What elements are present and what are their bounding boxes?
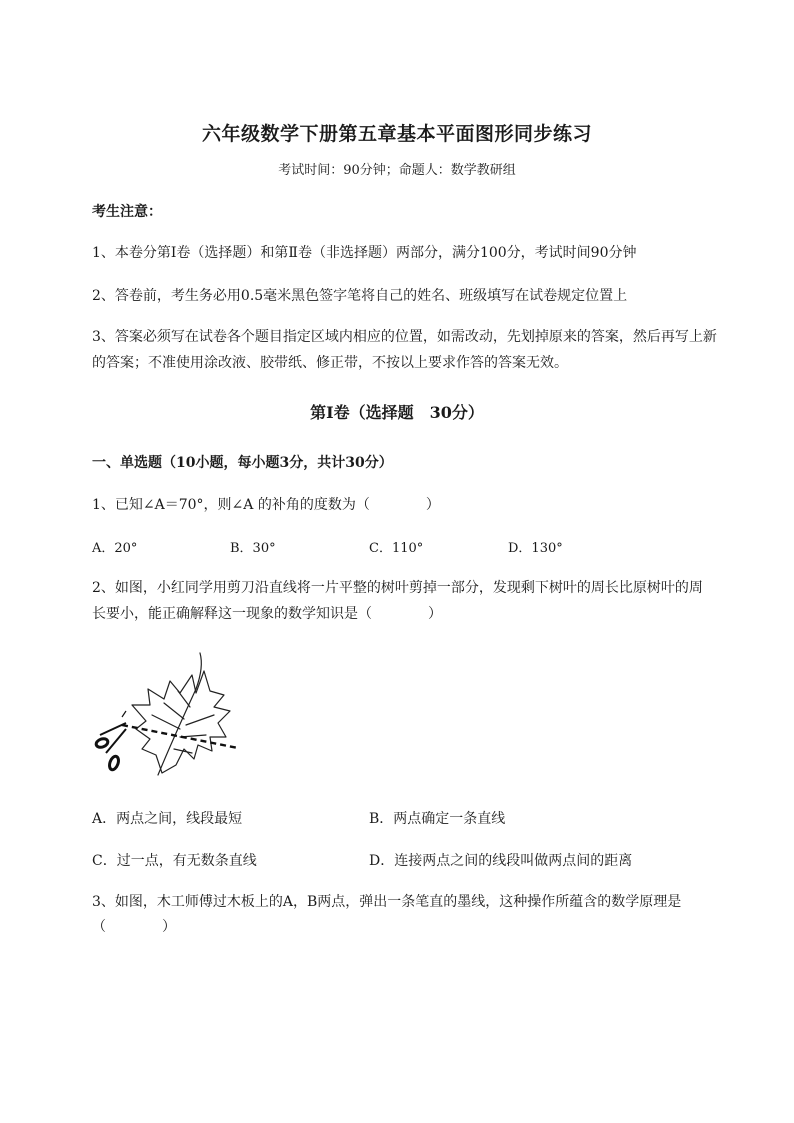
question-3-stem-line-2: （ ） bbox=[92, 919, 176, 935]
question-2-stem-line-2: 长要小，能正确解释这一现象的数学知识是（ ） bbox=[92, 606, 442, 622]
notice-item-3-continued: 的答案；不准使用涂改液、胶带纸、修正带，不按以上要求作答的答案无效。 bbox=[92, 355, 568, 371]
notice-item-3: 3、答案必须写在试卷各个题目指定区域内相应的位置，如需改动，先划掉原来的答案，然后再写上新 bbox=[92, 329, 717, 345]
question-1-option-c: C．110° bbox=[369, 541, 424, 556]
question-2-option-a: A．两点之间，线段最短 bbox=[92, 811, 243, 827]
exam-info: 考试时间：90分钟；命题人：数学教研组 bbox=[278, 163, 516, 178]
leaf-stem bbox=[196, 653, 201, 689]
leaf-veins bbox=[152, 689, 214, 775]
question-1-option-b: B．30° bbox=[230, 541, 276, 556]
scissors-icon bbox=[95, 711, 126, 771]
question-2-stem-line-1: 2、如图，小红同学用剪刀沿直线将一片平整的树叶剪掉一部分，发现剩下树叶的周长比原树叶的周 bbox=[92, 580, 703, 596]
question-1-stem: 1、已知∠A＝70°，则∠A 的补角的度数为（ ） bbox=[92, 497, 440, 513]
notice-heading: 考生注意： bbox=[92, 204, 162, 220]
question-3-stem-line-1: 3、如图，木工师傅过木板上的A，B两点，弹出一条笔直的墨线，这种操作所蕴含的数学原理是 bbox=[92, 894, 682, 910]
question-1-option-a: A．20° bbox=[92, 541, 138, 556]
question-2-option-d: D．连接两点之间的线段叫做两点间的距离 bbox=[369, 853, 633, 869]
notice-item-1: 1、本卷分第I卷（选择题）和第Ⅱ卷（非选择题）两部分，满分100分，考试时间90分钟 bbox=[92, 245, 637, 261]
question-1-option-d: D．130° bbox=[508, 541, 563, 556]
question-2-option-b: B．两点确定一条直线 bbox=[369, 811, 506, 827]
question-2-option-c: C．过一点，有无数条直线 bbox=[92, 853, 257, 869]
leaf-scissors-figure bbox=[92, 645, 248, 785]
part-heading: 一、单选题（10小题，每小题3分，共计30分） bbox=[92, 455, 393, 471]
notice-item-2: 2、答卷前，考生务必用0.5毫米黑色签字笔将自己的姓名、班级填写在试卷规定位置上 bbox=[92, 288, 628, 304]
section-title: 第I卷（选择题 30分） bbox=[310, 403, 484, 422]
page-title: 六年级数学下册第五章基本平面图形同步练习 bbox=[201, 123, 592, 145]
